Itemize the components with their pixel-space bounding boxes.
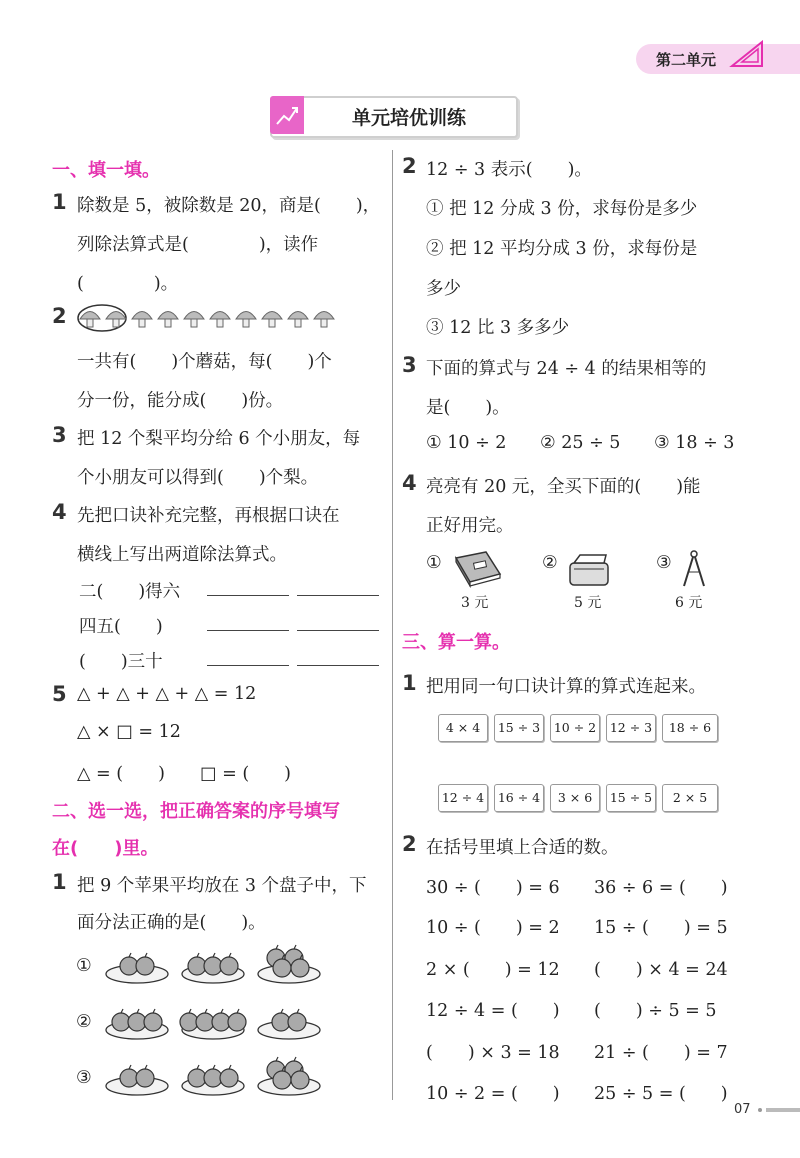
s2q3-line1: 下面的算式与 24 ÷ 4 的结果相等的 (426, 359, 707, 379)
apple-icon (220, 1065, 238, 1087)
s2q3-opt1: ① 10 ÷ 2 (426, 433, 507, 453)
mushroom-icon (158, 312, 178, 328)
q2-line1: 一共有( )个蘑菇，每( )个 (77, 352, 332, 372)
apple-icon (212, 1009, 230, 1031)
chant-row: 四五( ) (79, 617, 163, 637)
apple-plates-illustration (100, 940, 340, 1100)
formula-card[interactable]: 12 ÷ 3 (606, 714, 656, 742)
apple-icon (112, 1009, 130, 1031)
apple-icon (136, 1065, 154, 1087)
unit-label: 第二单元 (656, 51, 717, 69)
section-heading-fill: 一、填一填。 (52, 160, 160, 181)
q4-line1: 先把口诀补充完整，再根据口诀在 (77, 506, 340, 526)
formula-card[interactable]: 18 ÷ 6 (662, 714, 718, 742)
apple-icon (288, 1009, 306, 1031)
q3-line1: 把 12 个梨平均分给 6 个小朋友，每 (77, 429, 361, 449)
q5-line2: △ × □ = 12 (77, 722, 181, 742)
equation-left: 30 ÷ ( ) = 6 (426, 878, 560, 898)
chant-row: 二( )得六 (79, 582, 181, 602)
section-heading-choose: 二、选一选，把正确答案的序号填写 (52, 801, 340, 822)
formula-card[interactable]: 15 ÷ 5 (606, 784, 656, 812)
answer-line (297, 594, 379, 596)
q-number: 3 (402, 353, 417, 377)
item-mark: ③ (656, 553, 672, 573)
equation-left: 10 ÷ ( ) = 2 (426, 918, 560, 938)
s2q1-line2: 面分法正确的是( )。 (77, 913, 266, 933)
unit-tab (636, 44, 800, 74)
equation-left: 12 ÷ 4 = ( ) (426, 1001, 560, 1021)
apple-icon (128, 1009, 146, 1031)
apple-icon (228, 1009, 246, 1031)
s2q4-line1: 亮亮有 20 元，全买下面的( )能 (426, 477, 701, 497)
pencil-case-icon (566, 553, 612, 589)
mushroom-icon (262, 312, 282, 328)
mushroom-icon (314, 312, 334, 328)
answer-line (297, 664, 379, 666)
equation-right: ( ) × 4 = 24 (594, 960, 728, 980)
q-number: 4 (52, 500, 67, 524)
apple-icon (196, 1009, 214, 1031)
q-number: 3 (52, 423, 67, 447)
formula-card[interactable]: 4 × 4 (438, 714, 488, 742)
section-heading-calc: 三、算一算。 (402, 632, 510, 653)
chant-row: ( )三十 (79, 652, 163, 672)
s2q1-line1: 把 9 个苹果平均放在 3 个盘子中，下 (77, 876, 367, 896)
item-mark: ① (426, 553, 442, 573)
s2q3-opt2: ② 25 ÷ 5 (540, 433, 621, 453)
mushroom-icon (210, 312, 230, 328)
q-number: 2 (52, 304, 67, 328)
formula-card[interactable]: 3 × 6 (550, 784, 600, 812)
section-heading-choose-2: 在( )里。 (52, 838, 159, 859)
s2q3-opt3: ③ 18 ÷ 3 (654, 433, 735, 453)
s2q2-opt3: ③ 12 比 3 多多少 (426, 318, 570, 338)
answer-line (297, 629, 379, 631)
q-number: 1 (52, 870, 67, 894)
equation-right: 25 ÷ 5 = ( ) (594, 1084, 728, 1104)
apple-icon (188, 953, 206, 975)
mushrooms-illustration (76, 302, 346, 334)
mushroom-icon (184, 312, 204, 328)
book-icon (452, 550, 504, 588)
answer-line (207, 629, 289, 631)
option-mark: ② (76, 1012, 92, 1032)
mushroom-icon (132, 312, 152, 328)
q-number: 5 (52, 682, 67, 706)
q-number: 4 (402, 471, 417, 495)
q3-line2: 个小朋友可以得到( )个梨。 (77, 468, 319, 488)
equation-right: ( ) ÷ 5 = 5 (594, 1001, 717, 1021)
apple-icon (204, 953, 222, 975)
column-divider (392, 150, 393, 1100)
equation-left: ( ) × 3 = 18 (426, 1043, 560, 1063)
apple-icon (136, 953, 154, 975)
item-mark: ② (542, 553, 558, 573)
s2q2-line1: 12 ÷ 3 表示( )。 (426, 160, 592, 180)
mushroom-icon (80, 312, 100, 328)
s2q2-opt2b: 多少 (426, 279, 461, 299)
item-price: 6 元 (675, 595, 703, 611)
q-number: 2 (402, 832, 417, 856)
apple-icon (144, 1009, 162, 1031)
s3q1-line1: 把用同一句口诀计算的算式连起来。 (426, 677, 706, 697)
s2q2-opt1: ① 把 12 分成 3 份，求每份是多少 (426, 199, 698, 219)
equation-right: 36 ÷ 6 = ( ) (594, 878, 728, 898)
q-number: 1 (52, 190, 67, 214)
apple-icon (220, 953, 238, 975)
apple-icon (120, 953, 138, 975)
answer-line (207, 594, 289, 596)
chart-trend-icon (270, 96, 304, 134)
apple-icon (120, 1065, 138, 1087)
equation-left: 10 ÷ 2 = ( ) (426, 1084, 560, 1104)
item-price: 3 元 (461, 595, 489, 611)
ruler-triangle-icon (728, 40, 766, 70)
apple-icon (272, 1009, 290, 1031)
equation-left: 2 × ( ) = 12 (426, 960, 560, 980)
apple-icon (180, 1009, 198, 1031)
q1-line1: 除数是 5，被除数是 20，商是( )， (77, 196, 381, 216)
option-mark: ① (76, 956, 92, 976)
q-number: 2 (402, 154, 417, 178)
s2q3-line2: 是( )。 (426, 398, 510, 418)
q1-line3: ( )。 (77, 274, 179, 294)
mushroom-icon (288, 312, 308, 328)
s2q2-opt2a: ② 把 12 平均分成 3 份，求每份是 (426, 239, 698, 259)
formula-card[interactable]: 10 ÷ 2 (550, 714, 600, 742)
s2q4-line2: 正好用完。 (426, 516, 514, 536)
q5-line3b: □ = ( ) (200, 764, 291, 784)
formula-card[interactable]: 2 × 5 (662, 784, 718, 812)
equation-right: 21 ÷ ( ) = 7 (594, 1043, 728, 1063)
q2-line2: 分一份，能分成( )份。 (77, 391, 284, 411)
item-price: 5 元 (574, 595, 602, 611)
option-mark: ③ (76, 1068, 92, 1088)
footer-bar (766, 1108, 800, 1112)
footer-dot (758, 1108, 762, 1112)
s3q2-line1: 在括号里填上合适的数。 (426, 838, 619, 858)
compass-icon (680, 548, 710, 590)
answer-line (207, 664, 289, 666)
mushroom-icon (236, 312, 256, 328)
formula-card[interactable]: 16 ÷ 4 (494, 784, 544, 812)
q-number: 1 (402, 671, 417, 695)
apple-icon (188, 1065, 206, 1087)
page-number: 07 (734, 1102, 751, 1117)
formula-card[interactable]: 12 ÷ 4 (438, 784, 488, 812)
q5-line1: △ + △ + △ + △ = 12 (77, 684, 257, 704)
formula-card[interactable]: 15 ÷ 3 (494, 714, 544, 742)
q5-line3a: △ = ( ) (77, 764, 165, 784)
q4-line2: 横线上写出两道除法算式。 (77, 545, 287, 565)
page-title: 单元培优训练 (351, 107, 466, 129)
apple-icon (204, 1065, 222, 1087)
equation-right: 15 ÷ ( ) = 5 (594, 918, 728, 938)
q1-line2: 列除法算式是( )，读作 (77, 235, 319, 255)
